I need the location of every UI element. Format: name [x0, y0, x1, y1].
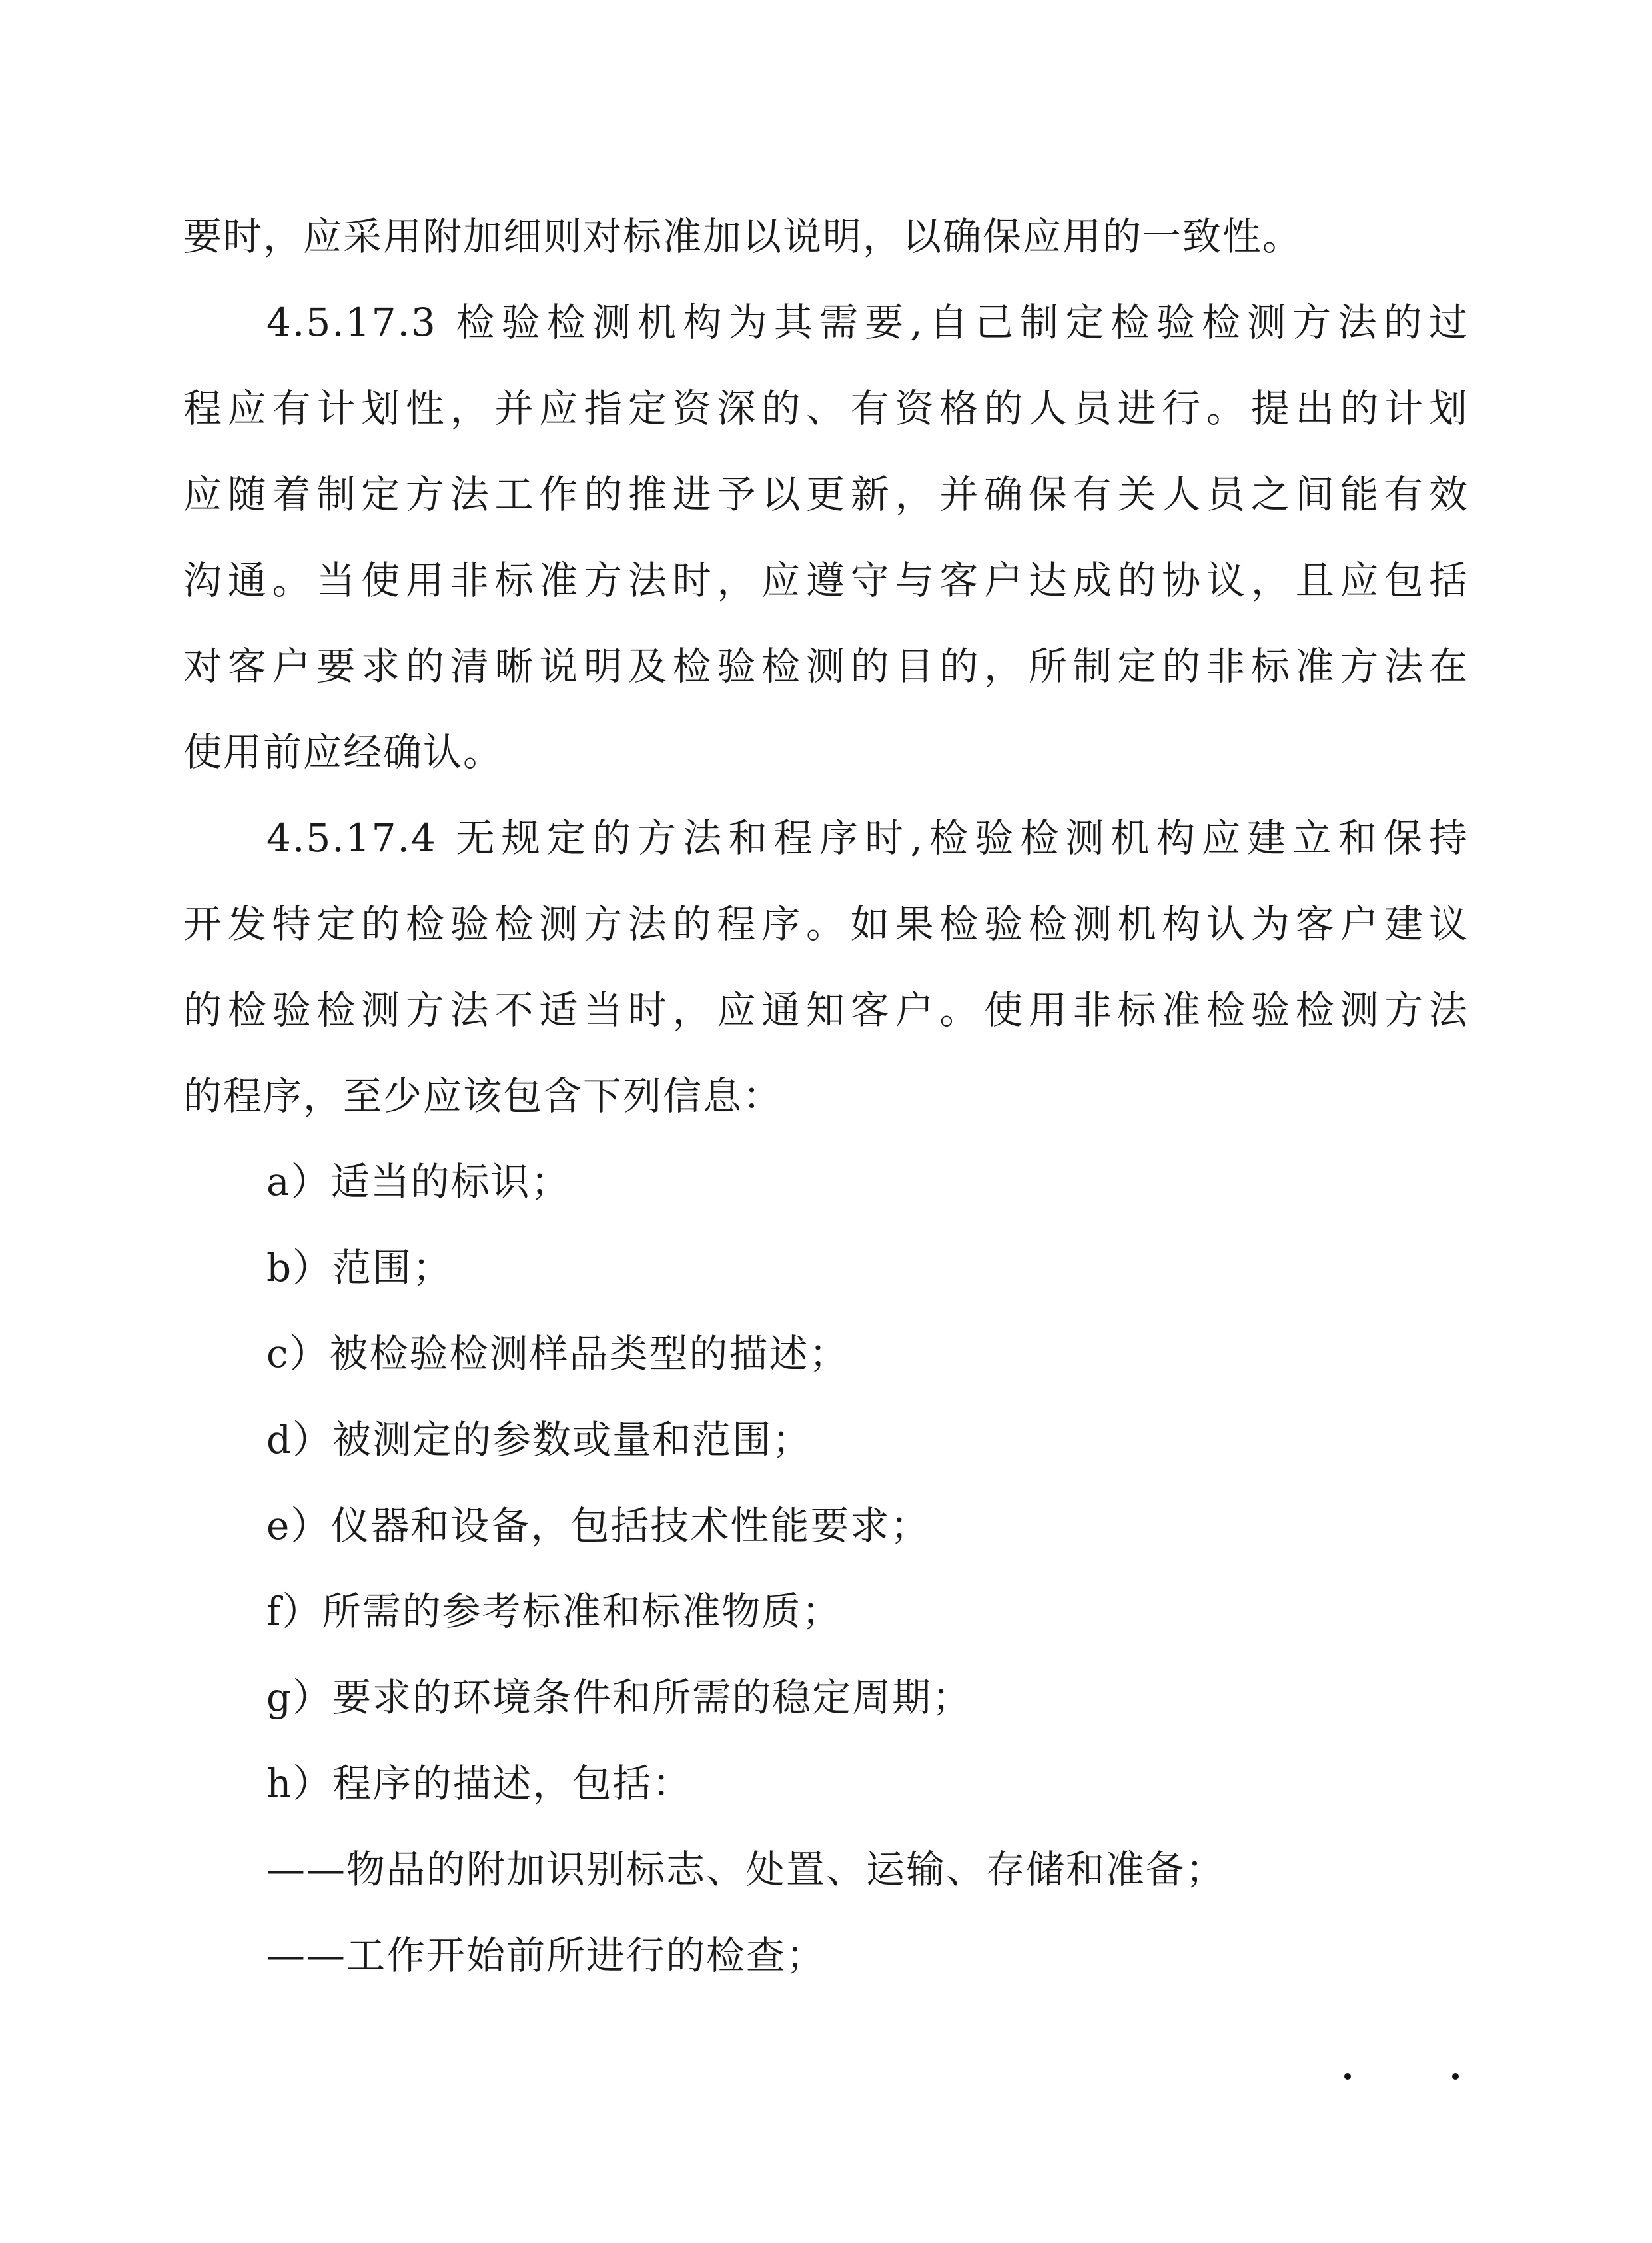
text-line: 的程序，至少应该包含下列信息：: [183, 1073, 783, 1119]
sub-list-item: ——工作开始前所进行的检查；: [266, 1933, 827, 1978]
sub-list-item: ——物品的附加识别标志、处置、运输、存储和准备；: [266, 1847, 1226, 1892]
list-item: c）被检验检测样品类型的描述；: [266, 1331, 849, 1376]
text-line: 程应有计划性，并应指定资深的、有资格的人员进行。提出的计划: [183, 386, 1469, 431]
text-line: 使用前应经确认。: [183, 729, 504, 775]
list-item: f）所需的参考标准和标准物质；: [266, 1589, 842, 1634]
list-item: d）被测定的参数或量和范围；: [266, 1417, 813, 1462]
list-item: g）要求的环境条件和所需的稳定周期；: [266, 1675, 973, 1720]
text-line: 对客户要求的清晰说明及检验检测的目的，所制定的非标准方法在: [183, 644, 1469, 689]
page-dot-mark: [1452, 2073, 1459, 2080]
list-item: b）范围；: [266, 1245, 453, 1290]
list-item: e）仪器和设备，包括技术性能要求；: [266, 1503, 931, 1548]
text-line: 要时，应采用附加细则对标准加以说明，以确保应用的一致性。: [183, 214, 1303, 259]
clause-4-5-17-3-line: 4.5.17.3 检验检测机构为其需要,自己制定检验检测方法的过: [266, 300, 1469, 345]
page-dot-mark: [1344, 2073, 1351, 2080]
clause-4-5-17-4-line: 4.5.17.4 无规定的方法和程序时,检验检测机构应建立和保持: [266, 815, 1469, 861]
list-item: a）适当的标识；: [266, 1159, 571, 1204]
text-line: 应随着制定方法工作的推进予以更新，并确保有关人员之间能有效: [183, 472, 1469, 517]
list-item: h）程序的描述，包括：: [266, 1761, 693, 1806]
text-line: 沟通。当使用非标准方法时，应遵守与客户达成的协议，且应包括: [183, 558, 1469, 603]
text-line: 的检验检测方法不适当时，应通知客户。使用非标准检验检测方法: [183, 987, 1469, 1033]
text-line: 开发特定的检验检测方法的程序。如果检验检测机构认为客户建议: [183, 901, 1469, 947]
